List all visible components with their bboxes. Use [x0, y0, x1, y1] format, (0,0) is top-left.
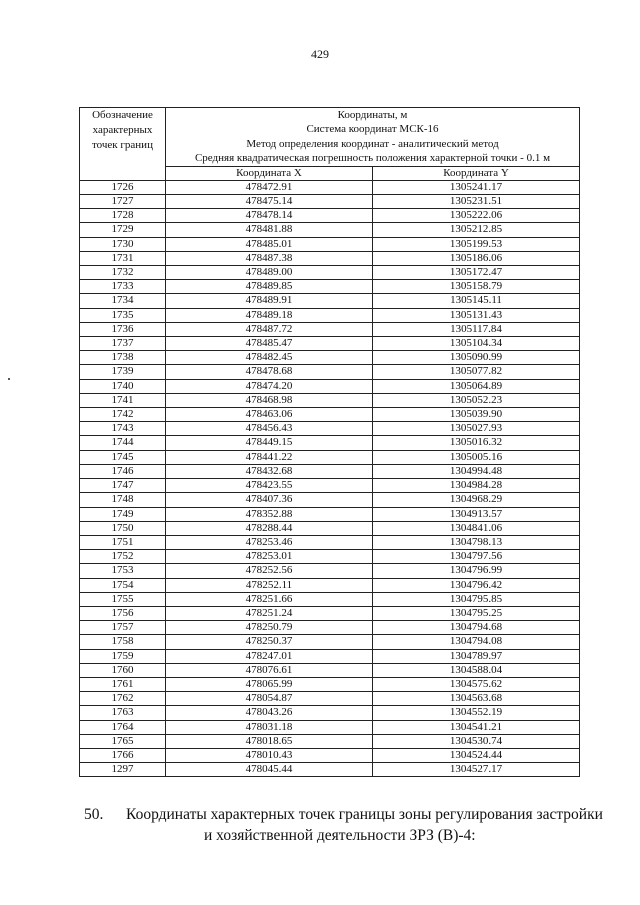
point-id-cell: 1735	[80, 308, 166, 322]
y-coordinate-cell: 1304794.68	[373, 621, 580, 635]
x-coordinate-cell: 478489.18	[166, 308, 373, 322]
point-id-cell: 1757	[80, 621, 166, 635]
y-coordinate-cell: 1305131.43	[373, 308, 580, 322]
y-coordinate-cell: 1305052.23	[373, 393, 580, 407]
table-row	[80, 677, 580, 691]
y-coordinate-cell: 1304552.19	[373, 706, 580, 720]
y-coordinate-cell: 1305104.34	[373, 337, 580, 351]
point-id-cell: 1754	[80, 578, 166, 592]
point-id-cell: 1755	[80, 592, 166, 606]
y-coordinate-cell: 1305158.79	[373, 280, 580, 294]
point-id-cell: 1733	[80, 280, 166, 294]
x-coordinate-cell: 478251.24	[166, 606, 373, 620]
point-id-cell: 1734	[80, 294, 166, 308]
accuracy-note: Средняя квадратическая погрешность положения характерной точки - 0.1 м	[194, 152, 551, 165]
point-id-cell: 1728	[80, 209, 166, 223]
y-coordinate-cell: 1304797.56	[373, 550, 580, 564]
table-row	[80, 663, 580, 677]
point-id-cell: 1731	[80, 251, 166, 265]
table-row	[80, 493, 580, 507]
table-row	[80, 692, 580, 706]
y-coordinate-cell: 1305077.82	[373, 365, 580, 379]
y-coordinate-cell: 1305145.11	[373, 294, 580, 308]
y-coordinate-cell: 1305186.06	[373, 251, 580, 265]
table-row	[80, 550, 580, 564]
table-row	[80, 564, 580, 578]
y-coordinate-cell: 1305016.32	[373, 436, 580, 450]
table-row	[80, 706, 580, 720]
point-id-cell: 1762	[80, 692, 166, 706]
y-coordinate-cell: 1305241.17	[373, 180, 580, 194]
y-coordinate-cell: 1304588.04	[373, 663, 580, 677]
x-coordinate-cell: 478253.01	[166, 550, 373, 564]
table-row	[80, 365, 580, 379]
table-row	[80, 422, 580, 436]
table-row	[80, 450, 580, 464]
table-row	[80, 592, 580, 606]
table-row	[80, 180, 580, 194]
x-coordinate-cell: 478247.01	[166, 649, 373, 663]
coordinates-header	[166, 108, 580, 167]
x-coordinate-cell: 478043.26	[166, 706, 373, 720]
section-title-line-1: Координаты характерных точек границы зоны регулирования застройки	[126, 806, 603, 823]
table-row	[80, 763, 580, 777]
point-id-cell: 1749	[80, 507, 166, 521]
point-id-cell: 1765	[80, 734, 166, 748]
x-coordinate-cell: 478407.36	[166, 493, 373, 507]
x-coordinate-cell: 478485.01	[166, 237, 373, 251]
point-id-cell: 1743	[80, 422, 166, 436]
y-coordinate-cell: 1304796.42	[373, 578, 580, 592]
table-row	[80, 337, 580, 351]
x-column-header: Координата X	[166, 166, 373, 180]
point-id-cell: 1742	[80, 408, 166, 422]
table-row	[80, 237, 580, 251]
table-row	[80, 507, 580, 521]
scan-speck	[8, 378, 10, 380]
table-row	[80, 322, 580, 336]
y-coordinate-cell: 1305064.89	[373, 379, 580, 393]
y-coordinate-cell: 1304796.99	[373, 564, 580, 578]
y-coordinate-cell: 1304913.57	[373, 507, 580, 521]
y-coordinate-cell: 1304984.28	[373, 479, 580, 493]
table-row	[80, 479, 580, 493]
x-coordinate-cell: 478481.88	[166, 223, 373, 237]
x-coordinate-cell: 478475.14	[166, 195, 373, 209]
point-id-cell: 1726	[80, 180, 166, 194]
x-coordinate-cell: 478352.88	[166, 507, 373, 521]
x-coordinate-cell: 478441.22	[166, 450, 373, 464]
x-coordinate-cell: 478474.20	[166, 379, 373, 393]
point-id-cell: 1739	[80, 365, 166, 379]
x-coordinate-cell: 478031.18	[166, 720, 373, 734]
table-row	[80, 408, 580, 422]
y-coordinate-cell: 1304994.48	[373, 464, 580, 478]
table-row	[80, 379, 580, 393]
x-coordinate-cell: 478288.44	[166, 521, 373, 535]
y-coordinate-cell: 1304794.08	[373, 635, 580, 649]
table-row	[80, 280, 580, 294]
point-id-cell: 1759	[80, 649, 166, 663]
x-coordinate-cell: 478449.15	[166, 436, 373, 450]
table-row	[80, 720, 580, 734]
table-row	[80, 308, 580, 322]
x-coordinate-cell: 478456.43	[166, 422, 373, 436]
x-coordinate-cell: 478463.06	[166, 408, 373, 422]
y-coordinate-cell: 1305027.93	[373, 422, 580, 436]
table-row	[80, 521, 580, 535]
y-coordinate-cell: 1304575.62	[373, 677, 580, 691]
x-coordinate-cell: 478252.56	[166, 564, 373, 578]
point-id-cell: 1761	[80, 677, 166, 691]
x-coordinate-cell: 478045.44	[166, 763, 373, 777]
x-coordinate-cell: 478251.66	[166, 592, 373, 606]
coordinates-title: Координаты, м	[337, 109, 408, 121]
table-row	[80, 748, 580, 762]
point-id-cell: 1753	[80, 564, 166, 578]
table-row	[80, 578, 580, 592]
y-coordinate-cell: 1304789.97	[373, 649, 580, 663]
table-body	[80, 180, 580, 777]
point-column-header: Обозначение характерных точек границ	[80, 108, 166, 181]
x-coordinate-cell: 478423.55	[166, 479, 373, 493]
x-coordinate-cell: 478487.38	[166, 251, 373, 265]
point-id-cell: 1763	[80, 706, 166, 720]
x-coordinate-cell: 478018.65	[166, 734, 373, 748]
section-number: 50.	[84, 806, 104, 823]
point-id-cell: 1740	[80, 379, 166, 393]
y-coordinate-cell: 1304795.85	[373, 592, 580, 606]
table-row	[80, 649, 580, 663]
point-id-cell: 1751	[80, 535, 166, 549]
x-coordinate-cell: 478065.99	[166, 677, 373, 691]
table-row	[80, 436, 580, 450]
table-row	[80, 606, 580, 620]
table-row	[80, 621, 580, 635]
x-coordinate-cell: 478054.87	[166, 692, 373, 706]
point-id-cell: 1746	[80, 464, 166, 478]
point-id-cell: 1737	[80, 337, 166, 351]
y-coordinate-cell: 1305039.90	[373, 408, 580, 422]
x-coordinate-cell: 478252.11	[166, 578, 373, 592]
y-coordinate-cell: 1304841.06	[373, 521, 580, 535]
y-coordinate-cell: 1304541.21	[373, 720, 580, 734]
x-coordinate-cell: 478489.85	[166, 280, 373, 294]
point-id-cell: 1766	[80, 748, 166, 762]
x-coordinate-cell: 478253.46	[166, 535, 373, 549]
point-id-cell: 1729	[80, 223, 166, 237]
point-id-cell: 1764	[80, 720, 166, 734]
table-row	[80, 266, 580, 280]
x-coordinate-cell: 478489.91	[166, 294, 373, 308]
table-row	[80, 393, 580, 407]
point-id-cell: 1750	[80, 521, 166, 535]
y-coordinate-cell: 1304968.29	[373, 493, 580, 507]
y-coordinate-cell: 1304563.68	[373, 692, 580, 706]
y-coordinate-cell: 1304795.25	[373, 606, 580, 620]
x-coordinate-cell: 478487.72	[166, 322, 373, 336]
table-row	[80, 535, 580, 549]
page-number: 429	[311, 47, 329, 61]
point-id-cell: 1748	[80, 493, 166, 507]
table-row	[80, 464, 580, 478]
x-coordinate-cell: 478472.91	[166, 180, 373, 194]
table-row	[80, 209, 580, 223]
table-row	[80, 251, 580, 265]
point-id-cell: 1730	[80, 237, 166, 251]
y-coordinate-cell: 1304530.74	[373, 734, 580, 748]
x-coordinate-cell: 478250.79	[166, 621, 373, 635]
coordinate-system: Система координат МСК-16	[306, 123, 439, 136]
x-coordinate-cell: 478478.68	[166, 365, 373, 379]
table-row	[80, 734, 580, 748]
y-column-header: Координата Y	[373, 166, 580, 180]
point-id-cell: 1741	[80, 393, 166, 407]
x-coordinate-cell: 478250.37	[166, 635, 373, 649]
x-coordinate-cell: 478485.47	[166, 337, 373, 351]
y-coordinate-cell: 1305005.16	[373, 450, 580, 464]
x-coordinate-cell: 478478.14	[166, 209, 373, 223]
point-id-cell: 1760	[80, 663, 166, 677]
y-coordinate-cell: 1305199.53	[373, 237, 580, 251]
point-id-cell: 1756	[80, 606, 166, 620]
y-coordinate-cell: 1304798.13	[373, 535, 580, 549]
y-coordinate-cell: 1305222.06	[373, 209, 580, 223]
point-id-cell: 1727	[80, 195, 166, 209]
determination-method: Метод определения координат - аналитический метод	[246, 137, 499, 150]
y-coordinate-cell: 1304524.44	[373, 748, 580, 762]
x-coordinate-cell: 478468.98	[166, 393, 373, 407]
point-id-cell: 1297	[80, 763, 166, 777]
point-id-cell: 1745	[80, 450, 166, 464]
y-coordinate-cell: 1305090.99	[373, 351, 580, 365]
point-id-cell: 1744	[80, 436, 166, 450]
table-row	[80, 635, 580, 649]
point-id-cell: 1736	[80, 322, 166, 336]
point-id-cell: 1752	[80, 550, 166, 564]
y-coordinate-cell: 1305172.47	[373, 266, 580, 280]
x-coordinate-cell: 478489.00	[166, 266, 373, 280]
point-id-cell: 1758	[80, 635, 166, 649]
table-row	[80, 223, 580, 237]
point-id-cell: 1732	[80, 266, 166, 280]
x-coordinate-cell: 478482.45	[166, 351, 373, 365]
section-title-line-2: и хозяйственной деятельности ЗРЗ (В)-4:	[204, 827, 476, 844]
coordinates-table	[79, 107, 580, 777]
point-id-cell: 1738	[80, 351, 166, 365]
y-coordinate-cell: 1305231.51	[373, 195, 580, 209]
table-row	[80, 294, 580, 308]
x-coordinate-cell: 478010.43	[166, 748, 373, 762]
point-id-cell: 1747	[80, 479, 166, 493]
table-row	[80, 351, 580, 365]
y-coordinate-cell: 1305212.85	[373, 223, 580, 237]
x-coordinate-cell: 478432.68	[166, 464, 373, 478]
x-coordinate-cell: 478076.61	[166, 663, 373, 677]
y-coordinate-cell: 1304527.17	[373, 763, 580, 777]
table-row	[80, 195, 580, 209]
y-coordinate-cell: 1305117.84	[373, 322, 580, 336]
